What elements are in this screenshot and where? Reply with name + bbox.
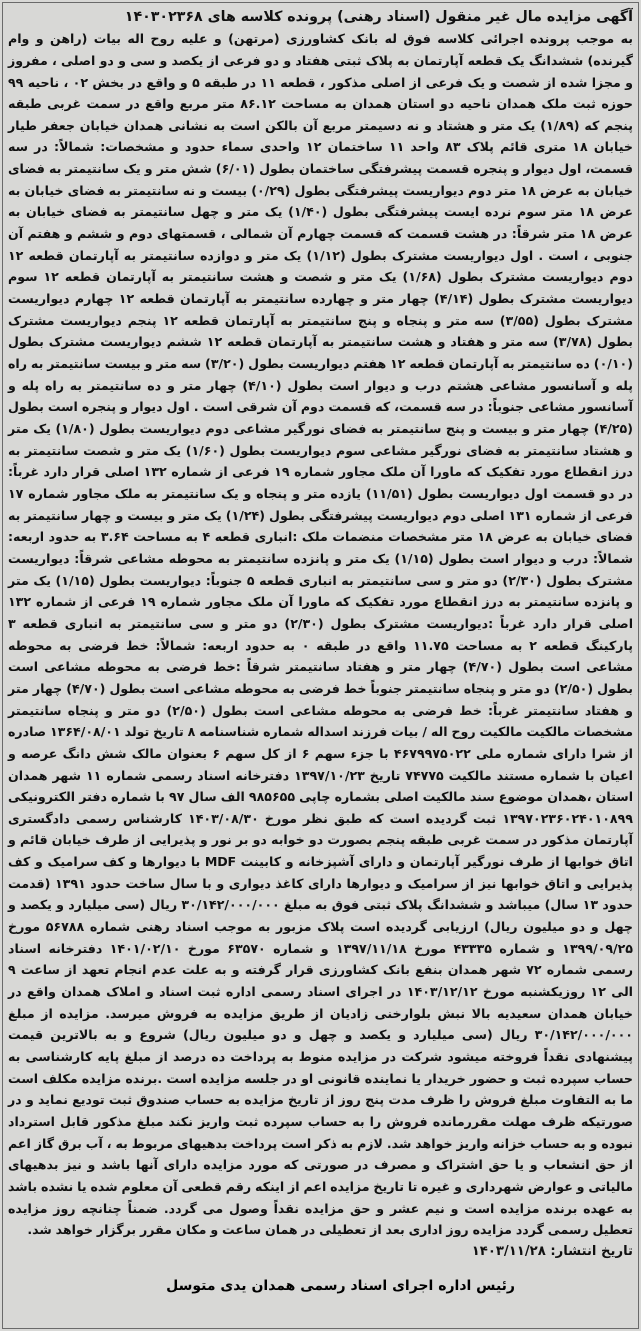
notice-headline: آگهی مزایده مال غیر منقول (اسناد رهنی) پرونده کلاسه های ۱۴۰۳۰۲۳۶۸ <box>124 9 633 25</box>
notice-body: به موجب پرونده اجرائی کلاسه فوق له بانک کشاورزی (مرتهن) و علیه روح اله بیات (راهن و وام گیرنده) ششدانگ یک قطعه آپارتمان به پلاک ثبتی هفتاد و دو فرعی از یکصد و سی و دو اصلی ، مفروز و مجزا شده از شصت و یک فرعی از اصلی مذکور ، قطعه ۱۱ در طبقه ۵ و واقع در بخش ۰۲ ، ناحیه ۹۹ حوزه ثبت ملک همدان ناحیه دو استان همدان به مساحت ۸۶.۱۲ متر مربع واقع در سمت غربی طبقه پنجم که (۱/۸۹) یک متر و هشتاد و نه دسیمتر مربع آن بالکن است به نشانی همدان خیابان جعفر طیار خیابان ۱۸ متری قائم پلاک ۸۳ واحد ۱۱ ساختمان ۱۲ واحدی سماء حدود و مشخصات: شمالاً: در سه قسمت، اول دیوار و پنجره قسمت پیشرفتگی ساختمان بطول (۶/۰۱) شش متر و یک سانتیمتر به فضای خیابان به عرض ۱۸ متر دوم دیواریست پیشرفتگی بطول (۰/۲۹) بیست و نه سانتیمتر به فضای خیابان به عرض ۱۸ متر سوم نرده ایست پیشرفتگی بطول (۱/۴۰) یک متر و چهل سانتیمتر به فضای خیابان به عرض ۱۸ متر شرقاً: در هشت قسمت که قسمت چهارم آن شمالی ، قسمتهای دوم و ششم و هفتم آن جنوبی ، است . اول دیواریست مشترک بطول (۱/۱۲) یک متر و دوازده سانتیمتر به آپارتمان قطعه ۱۲ دوم دیواریست مشترک بطول (۱/۶۸) یک متر و شصت و هشت سانتیمتر به آپارتمان قطعه ۱۲ سوم دیواریست مشترک بطول (۴/۱۴) چهار متر و چهارده سانتیمتر به آپارتمان قطعه ۱۲ چهارم دیواریست مشترک بطول (۳/۵۵) سه متر و پنجاه و پنج سانتیمتر به آپارتمان قطعه ۱۲ پنجم دیواریست مشترک بطول (۳/۷۸) سه متر و هفتاد و هشت سانتیمتر به آپارتمان قطعه ۱۲ ششم دیواریست مشترک بطول (۰/۱۰) ده سانتیمتر به آپارتمان قطعه ۱۲ هفتم دیواریست بطول (۳/۲۰) سه متر و بیست سانتیمتر به راه پله و آسانسور مشاعی هشتم درب و دیوار است بطول (۴/۱۰) چهار متر و ده سانتیمتر به راه پله و آسانسور مشاعی جنوباً: در سه قسمت، که قسمت دوم آن شرقی است . اول دیوار و پنجره است بطول (۴/۲۵) چهار متر و بیست و پنج سانتیمتر به فضای نورگیر مشاعی دوم دیواریست بطول (۱/۸۰) یک متر و هشتاد سانتیمتر به فضای نورگیر مشاعی سوم دیواریست بطول (۱/۶۰) یک متر و شصت سانتیمتر به درز انقطاع مورد تفکیک که ماورا آن ملک مجاور شماره ۱۹ فرعی از شماره ۱۳۲ اصلی قرار دارد غرباً: در دو قسمت اول دیواریست بطول (۱۱/۵۱) یازده متر و پنجاه و یک سانتیمتر به ملک مجاور شماره ۱۷ فرعی از شماره ۱۳۱ اصلی دوم دیواریست پیشرفتگی بطول (۱/۲۴) یک متر و بیست و چهار سانتیمتر به فضای خیابان به عرض ۱۸ متر مشخصات منضمات ملک :انباری قطعه ۴ به مساحت ۳.۶۴ به حدود اربعه: شمالاً: درب و دیوار است بطول (۱/۱۵) یک متر و پانزده سانتیمتر به محوطه مشاعی شرقاً: دیواریست مشترک بطول (۲/۳۰) دو متر و سی سانتیمتر به انباری قطعه ۵ جنوباً: دیواریست بطول (۱/۱۵) یک متر و پانزده سانتیمتر به درز انقطاع مورد تفکیک که ماورا آن ملک مجاور شماره ۱۹ فرعی از شماره ۱۳۲ اصلی قرار دارد غرباً :دیواریست مشترک بطول (۲/۳۰) دو متر و سی سانتیمتر به انباری قطعه ۳ پارکینگ قطعه ۲ به مساحت ۱۱.۷۵ واقع در طبقه ۰ به حدود اربعه: شمالاً: خط فرضی به محوطه مشاعی است بطول (۴/۷۰) چهار متر و هفتاد سانتیمتر شرقاً :خط فرضی به محوطه مشاعی است بطول (۲/۵۰) دو متر و پنجاه سانتیمتر جنوباً خط فرضی به محوطه مشاعی است بطول (۴/۷۰) چهار متر و هفتاد سانتیمتر غرباً: خط فرضی به محوطه مشاعی است بطول (۲/۵۰) دو متر و پنجاه سانتیمتر مشخصات مالکیت مالکیت روح اله / بیات فرزند اسداله شماره شناسنامه ۸ تاریخ تولد ۱۳۶۴/۰۸/۰۱ صادره از شرا دارای شماره ملی ۴۶۷۹۹۷۵۰۲۲ با جزء سهم ۶ از کل سهم ۶ بعنوان مالک شش دانگ عرصه و اعیان با شماره مستند مالکیت ۷۴۷۷۵ تاریخ ۱۳۹۷/۱۰/۲۳ دفترخانه اسناد رسمی شماره ۱۱ شهر همدان استان ،همدان موضوع سند مالکیت اصلی بشماره چاپی ۹۸۵۶۵۵ الف سال ۹۷ با شماره دفتر الکترونیکی ۱۳۹۷۰۲۳۶۰۲۴۰۱۰۸۹۹ ثبت گردیده است که طبق نظر مورخ ۱۴۰۳/۰۸/۳۰ کارشناس رسمی دادگستری آپارتمان مذکور در سمت غربی طبقه پنجم بصورت دو خوابه دو بر نور و پذیرایی از طرف خیابان قائم و اتاق خوابها از طرف نورگیر آپارتمان و دارای آشپزخانه و کابینت MDF با دیوارها و کف سرامیک و کف پذیرایی و اتاق خوابها نیز از سرامیک و دیوارها دارای کاغذ دیواری و با سال ساخت حدود ۱۳۹۱ (قدمت حدود ۱۳ سال) میباشد و ششدانگ پلاک ثبتی فوق به مبلغ ۳۰/۱۴۲/۰۰۰/۰۰۰ ریال (سی میلیارد و یکصد و چهل و دو میلیون ریال) ارزیابی گردیده است پلاک مزبور به موجب اسناد رهنی شماره ۵۶۷۸۸ مورخ ۱۳۹۹/۰۹/۲۵ و شماره ۴۳۳۳۵ مورخ ۱۳۹۷/۱۱/۱۸ و شماره ۶۳۵۷۰ مورخ ۱۴۰۱/۰۲/۱۰ دفترخانه اسناد رسمی شماره ۷۲ شهر همدان بنفع بانک کشاورزی قرار گرفته و به علت عدم انجام تعهد از ساعت ۹ الی ۱۲ روزیکشنبه مورخ ۱۴۰۳/۱۲/۱۲ در اجرای اسناد رسمی اداره ثبت اسناد و املاک همدان واقع در خیابان همدان سعیدیه بالا نبش بلوارخنی زادیان از طریق مزایده به فروش میرسد. مزایده از مبلغ ۳۰/۱۴۲/۰۰۰/۰۰۰ ریال (سی میلیارد و یکصد و چهل و دو میلیون ریال) شروع و به بالاترین قیمت پیشنهادی نقداً فروخته میشود شرکت در مزایده منوط به پرداخت ده درصد از مبلغ پایه کارشناسی به حساب سپرده ثبت و حضور خریدار یا نماینده قانونی او در جلسه مزایده است .برنده مزایده مکلف است ما به التفاوت مبلغ فروش را ظرف مدت پنج روز از تاریخ مزایده به حساب صندوق ثبت تودیع نماید و در صورتیکه ظرف مهلت مقررمانده فروش را به حساب سپرده ثبت واریز نکند مبلغ مذکور قابل استرداد نبوده و به حساب خزانه واریز خواهد شد. لازم به ذکر است پرداخت بدهیهای مربوط به ، آب برق گاز اعم از حق انشعاب و یا حق اشتراک و مصرف در صورتی که مورد مزایده دارای آنها باشد و نیز بدهیهای مالیاتی و عوارض شهرداری و غیره تا تاریخ مزایده اعم از اینکه رقم قطعی آن معلوم شده یا نشده باشد به عهده برنده مزایده است و نیم عشر و حق مزایده نقداً وصول می گردد. ضمناً چنانچه روز مزایده تعطیل رسمی گردد مزایده روز اداری بعد از تعطیلی در همان ساعت و مکان مقرر برگزار خواهد شد. <box>8 31 634 1238</box>
publish-date: تاریخ انتشار: ۱۴۰۳/۱۱/۲۸ <box>471 1243 633 1259</box>
auction-notice <box>8 6 633 1263</box>
signature-line: رئیس اداره اجرای اسناد رسمی همدان یدی متوسل <box>166 1278 515 1294</box>
